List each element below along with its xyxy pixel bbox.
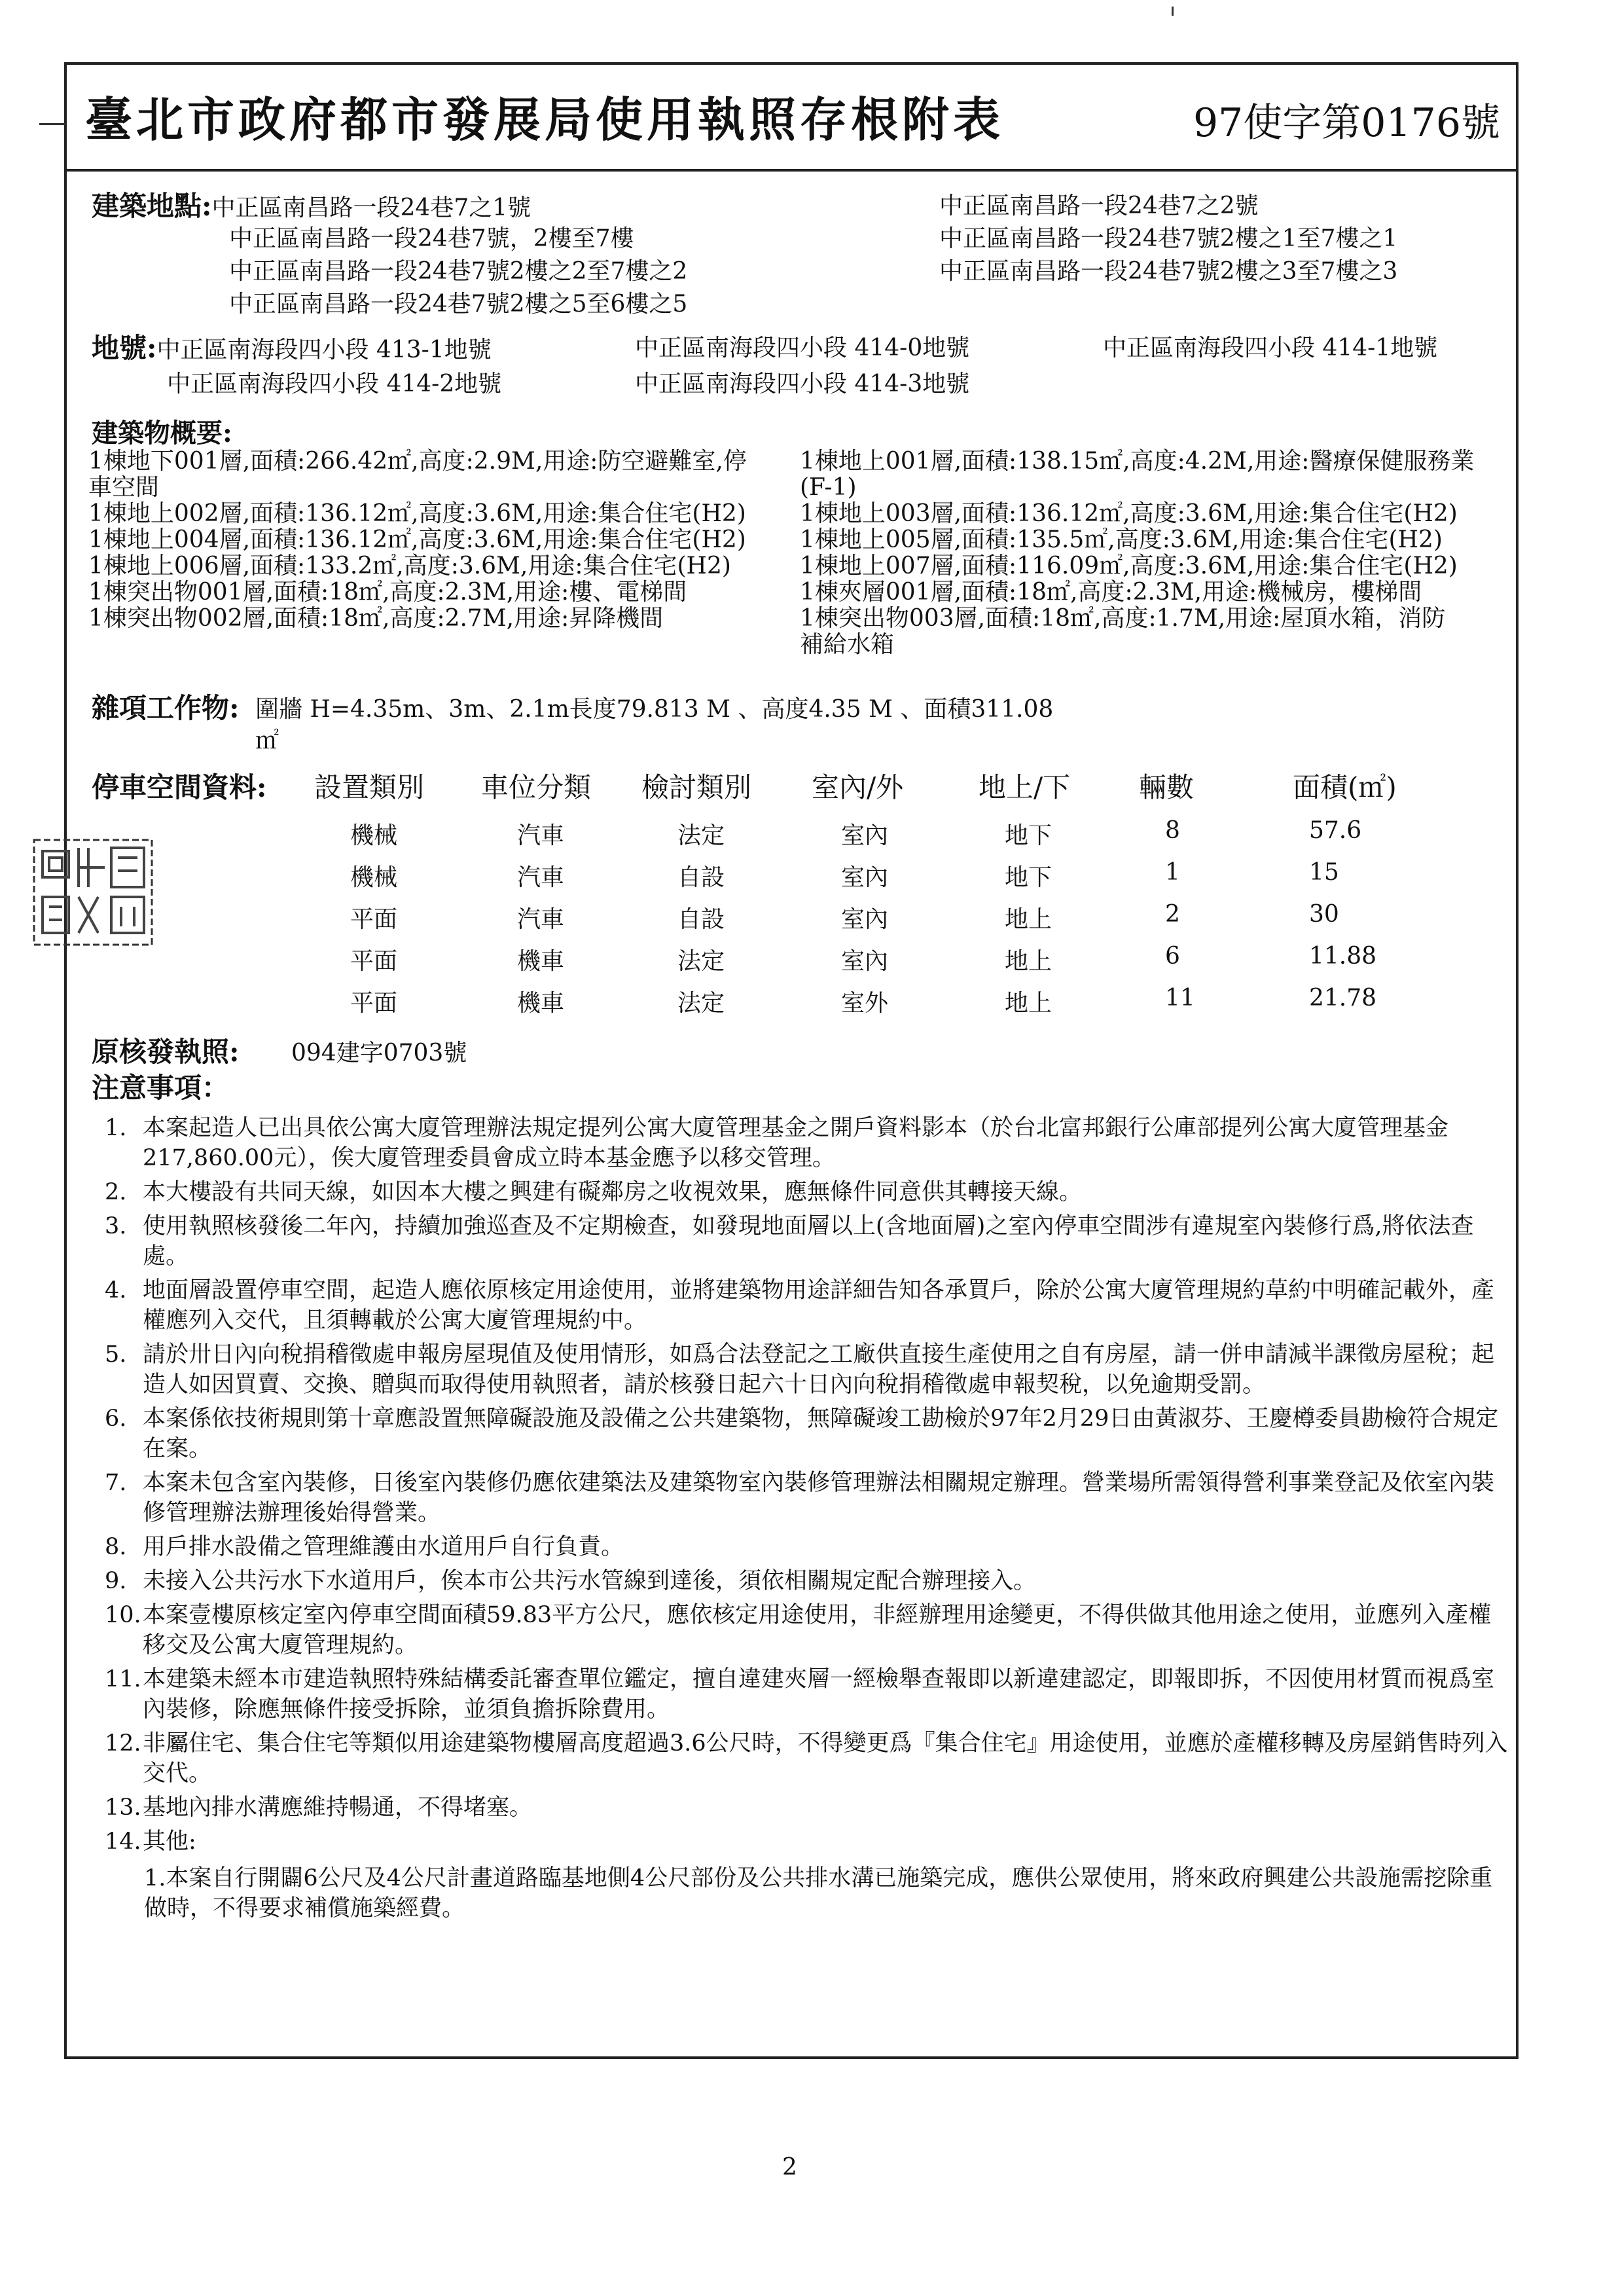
floor-entry: (F-1)	[800, 474, 857, 501]
floor-entry: 補給水箱	[800, 631, 895, 658]
note-item: 14. 其他:	[105, 1829, 196, 1855]
address-line: 中正區南昌路一段24巷7之1號	[211, 194, 531, 221]
note-item: 7. 本案未包含室內裝修，日後室內裝修仍應依建築法及建築物室內裝修管理辦法相關規定辦理。營業場所需領得營利事業登記及依室內裝修管理辦法辦理後始得營業。	[105, 1470, 1495, 1526]
parking-header: 車位分類	[481, 771, 592, 803]
note-item: 9. 未接入公共污水下水道用戶，俟本市公共污水管線到達後，須依相關規定配合辦理接入。	[105, 1568, 1037, 1594]
note-item: 4. 地面層設置停車空間，起造人應依原核定用途使用，並將建築物用途詳細告知各承買戶，除於公寓大廈管理規約草約中明確記載外，產權應列入交代，且須轉載於公寓大廈管理規約中。	[105, 1277, 1495, 1334]
floor-entry: 1棟地上001層,面積:138.15㎡,高度:4.2M,用途:醫療保健服務業	[800, 448, 1475, 475]
lot-number: 中正區南海段四小段 414-1地號	[1103, 335, 1438, 361]
note-item: 8. 用戶排水設備之管理維護由水道用戶自行負責。	[105, 1534, 624, 1560]
floor-entry: 1棟地上007層,面積:116.09㎡,高度:3.6M,用途:集合住宅(H2)	[800, 553, 1458, 579]
floor-entry: 1棟地上002層,面積:136.12㎡,高度:3.6M,用途:集合住宅(H2)	[88, 500, 746, 527]
lot-number: 中正區南海段四小段 414-3地號	[635, 371, 970, 397]
lot-number: 中正區南海段四小段 413-1地號	[156, 337, 492, 363]
note-item: 5. 請於卅日內向稅捐稽徵處申報房屋現值及使用情形，如爲合法登記之工廠供直接生產使用之自有房屋，請一併申請減半課徵房屋稅；起造人如因買賣、交換、贈與而取得使用執照者，請於核發日起六十日內向稅捐稽徵處申報契稅，以免逾期受罰。	[105, 1341, 1495, 1398]
page-title: 臺北市政府都市發展局使用執照存根附表	[85, 92, 1005, 147]
header-divider	[64, 169, 1519, 172]
note-item: 6. 本案係依技術規則第十章應設置無障礙設施及設備之公共建築物，無障礙竣工勘檢於97年2月29日由黃淑芬、王慶樽委員勘檢符合規定在案。	[105, 1406, 1499, 1462]
parking-header: 檢討類別	[641, 771, 752, 803]
note-item: 12. 非屬住宅、集合住宅等類似用途建築物樓層高度超過3.6公尺時，不得變更爲『集合住宅』用途使用，並應於產權移轉及房屋銷售時列入交代。	[105, 1730, 1508, 1787]
floor-entry: 1棟突出物001層,面積:18㎡,高度:2.3M,用途:樓、電梯間	[88, 579, 687, 606]
address-label: 建築地點:	[92, 190, 212, 222]
note-item: 1. 本案起造人已出具依公寓大廈管理辦法規定提列公寓大廈管理基金之開戶資料影本（於台北富邦銀行公庫部提列公寓大廈管理基金217,860.00元），俟大廈管理委員會成立時本基金應予以移交管理。	[105, 1115, 1449, 1171]
floor-entry: 1棟地上006層,面積:133.2㎡,高度:3.6M,用途:集合住宅(H2)	[88, 553, 731, 579]
parking-header: 地上/下	[979, 771, 1071, 803]
address-line: 中正區南昌路一段24巷7號2樓之1至7樓之1	[939, 225, 1398, 252]
address-line: 中正區南昌路一段24巷7號，2樓至7樓	[229, 225, 634, 252]
notes-label: 注意事項：	[92, 1072, 230, 1104]
floor-entry: 1棟地下001層,面積:266.42㎡,高度:2.9M,用途:防空避難室,停	[88, 448, 747, 475]
building-left-column	[88, 448, 747, 632]
parking-label: 停車空間資料:	[92, 771, 267, 803]
floor-entry: 1棟突出物003層,面積:18㎡,高度:1.7M,用途:屋頂水箱，消防	[800, 605, 1446, 632]
original-permit-value: 094建字0703號	[291, 1040, 467, 1066]
floor-entry: 1棟地上004層,面積:136.12㎡,高度:3.6M,用途:集合住宅(H2)	[88, 526, 746, 553]
misc-description-unit: ㎡	[255, 727, 279, 754]
page-number: 2	[782, 2154, 797, 2181]
lot-label: 地號:	[92, 332, 157, 364]
address-line: 中正區南昌路一段24巷7號2樓之5至6樓之5	[229, 291, 688, 318]
note-item: 3. 使用執照核發後二年內，持續加強巡查及不定期檢查，如發現地面層以上(含地面層)之室內停車空間涉有違規室內裝修行爲,將依法查處。	[105, 1213, 1474, 1269]
parking-header: 面積(㎡)	[1293, 771, 1397, 803]
address-section	[92, 192, 531, 223]
lot-number: 中正區南海段四小段 414-0地號	[635, 335, 970, 361]
note-item: 11. 本建築未經本市建造執照特殊結構委託審查單位鑑定，擅自違建夾層一經檢舉查報即以新違建認定，即報即拆，不因使用材質而視爲室內裝修，除應無條件接受拆除，並須負擔拆除費用。	[105, 1666, 1495, 1722]
floor-entry: 1棟夾層001層,面積:18㎡,高度:2.3M,用途:機械房，樓梯間	[800, 579, 1422, 606]
permit-number: 97使字第0176號	[1193, 100, 1500, 146]
address-line: 中正區南昌路一段24巷7之2號	[939, 192, 1259, 219]
notes-list	[105, 1113, 1512, 1923]
original-permit-label: 原核發執照:	[92, 1036, 240, 1068]
lot-section	[92, 334, 492, 365]
note-item: 10. 本案壹樓原核定室內停車空間面積59.83平方公尺，應依核定用途使用，非經辦理用途變更，不得供做其他用途之使用，並應列入產權移交及公寓大廈管理規約。	[105, 1602, 1492, 1658]
lot-number: 中正區南海段四小段 414-2地號	[167, 371, 502, 397]
floor-entry: 車空間	[88, 474, 160, 501]
note-item: 13. 基地內排水溝應維持暢通，不得堵塞。	[105, 1795, 533, 1821]
address-line: 中正區南昌路一段24巷7號2樓之2至7樓之2	[229, 258, 688, 285]
floor-entry: 1棟地上005層,面積:135.5㎡,高度:3.6M,用途:集合住宅(H2)	[800, 526, 1443, 553]
misc-description: 圍牆 H=4.35m、3m、2.1m長度79.813 M 、高度4.35 M 、面積311.08	[255, 696, 1054, 723]
note-item: 2. 本大樓設有共同天線，如因本大樓之興建有礙鄰房之收視效果，應無條件同意供其轉接天線。	[105, 1179, 1083, 1205]
parking-header: 設置類別	[314, 771, 425, 803]
floor-entry: 1棟地上003層,面積:136.12㎡,高度:3.6M,用途:集合住宅(H2)	[800, 500, 1458, 527]
parking-header: 輛數	[1139, 771, 1195, 803]
address-line: 中正區南昌路一段24巷7號2樓之3至7樓之3	[939, 258, 1398, 285]
floor-entry: 1棟突出物002層,面積:18㎡,高度:2.7M,用途:昇降機間	[88, 605, 664, 632]
scan-mark	[1172, 7, 1174, 16]
building-overview-label: 建築物概要:	[92, 418, 232, 448]
misc-label: 雜項工作物:	[92, 692, 240, 724]
parking-header: 室內/外	[812, 771, 904, 803]
building-right-column	[800, 448, 1474, 658]
official-seal-icon	[26, 835, 157, 949]
binding-mark	[39, 123, 65, 125]
note-sub-item: 1.本案自行開闢6公尺及4公尺計畫道路臨基地側4公尺部份及公共排水溝已施築完成，應供公眾使用，將來政府興建公共設施需挖除重做時，不得要求補償施築經費。	[144, 1865, 1493, 1922]
